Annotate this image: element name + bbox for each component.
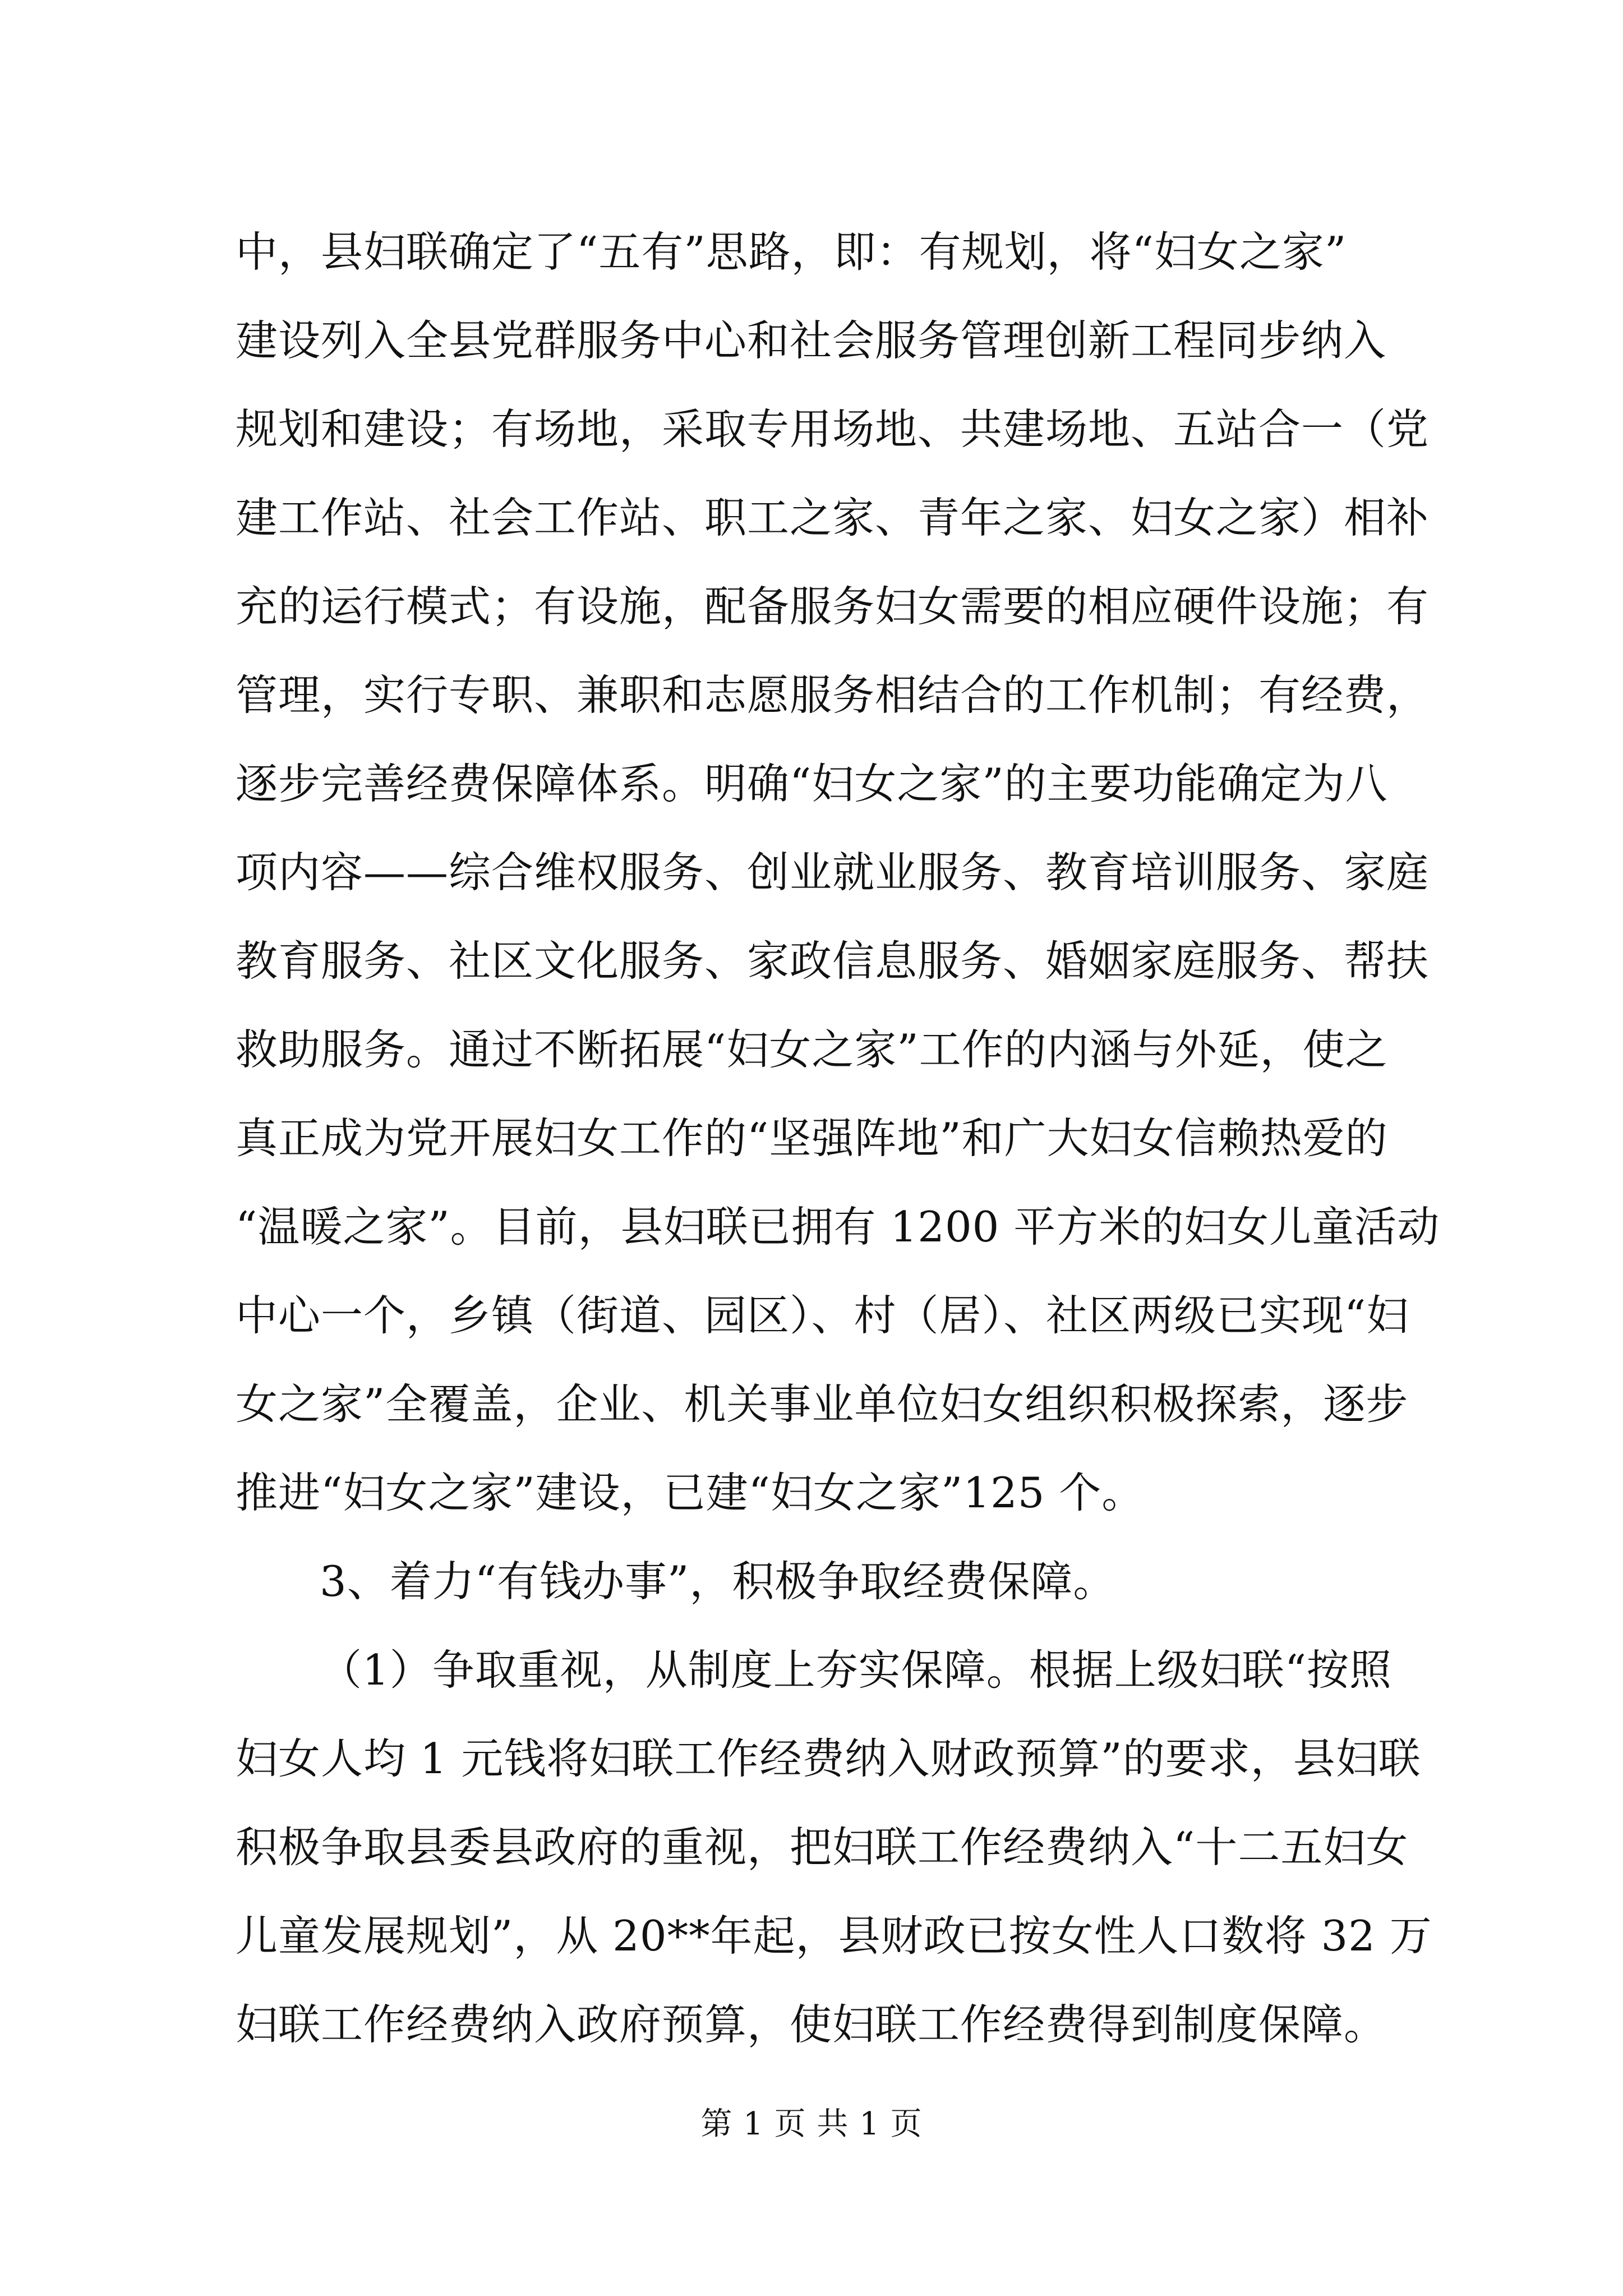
section-heading: 3、着力“有钱办事”，积极争取经费保障。: [320, 1557, 1116, 1606]
text-line: 儿童发展规划”，从 20**年起，县财政已按女性人口数将 32 万: [236, 1911, 1432, 1961]
text-line: 中心一个，乡镇（街道、园区）、村（居）、社区两级已实现“妇: [236, 1291, 1409, 1340]
text-line: 逐步完善经费保障体系。明确“妇女之家”的主要功能确定为八: [236, 759, 1388, 808]
text-line: 教育服务、社区文化服务、家政信息服务、婚姻家庭服务、帮扶: [236, 936, 1430, 986]
text-line: 项内容——综合维权服务、创业就业服务、教育培训服务、家庭: [236, 848, 1430, 897]
text-line: 积极争取县委县政府的重视，把妇联工作经费纳入“十二五妇女: [236, 1823, 1409, 1872]
text-line: 管理，实行专职、兼职和志愿服务相结合的工作机制；有经费，: [236, 670, 1430, 720]
text-line: 救助服务。通过不断拓展“妇女之家”工作的内涵与外延，使之: [236, 1025, 1388, 1074]
text-line: 妇女人均 1 元钱将妇联工作经费纳入财政预算”的要求，县妇联: [236, 1734, 1421, 1783]
text-line: 中，县妇联确定了“五有”思路，即：有规划，将“妇女之家”: [236, 227, 1347, 277]
text-line: “温暖之家”。目前，县妇联已拥有 1200 平方米的妇女儿童活动: [236, 1202, 1440, 1251]
document-body: [236, 208, 1441, 2069]
page-footer: 第 1 页 共 1 页: [700, 2106, 923, 2142]
text-line: 妇联工作经费纳入政府预算，使妇联工作经费得到制度保障。: [236, 2000, 1387, 2049]
text-line: 充的运行模式；有设施，配备服务妇女需要的相应硬件设施；有: [236, 582, 1430, 631]
text-line: 建设列入全县党群服务中心和社会服务管理创新工程同步纳入: [236, 316, 1387, 365]
text-line: 建工作站、社会工作站、职工之家、青年之家、妇女之家）相补: [236, 493, 1430, 542]
text-line: 真正成为党开展妇女工作的“坚强阵地”和广大妇女信赖热爱的: [236, 1114, 1388, 1163]
text-line: 推进“妇女之家”建设，已建“妇女之家”125 个。: [236, 1468, 1145, 1517]
text-line: （1）争取重视，从制度上夯实保障。根据上级妇联“按照: [320, 1645, 1393, 1695]
text-line: 规划和建设；有场地，采取专用场地、共建场地、五站合一（党: [236, 404, 1430, 454]
text-line: 女之家”全覆盖，企业、机关事业单位妇女组织积极探索，逐步: [236, 1379, 1409, 1429]
